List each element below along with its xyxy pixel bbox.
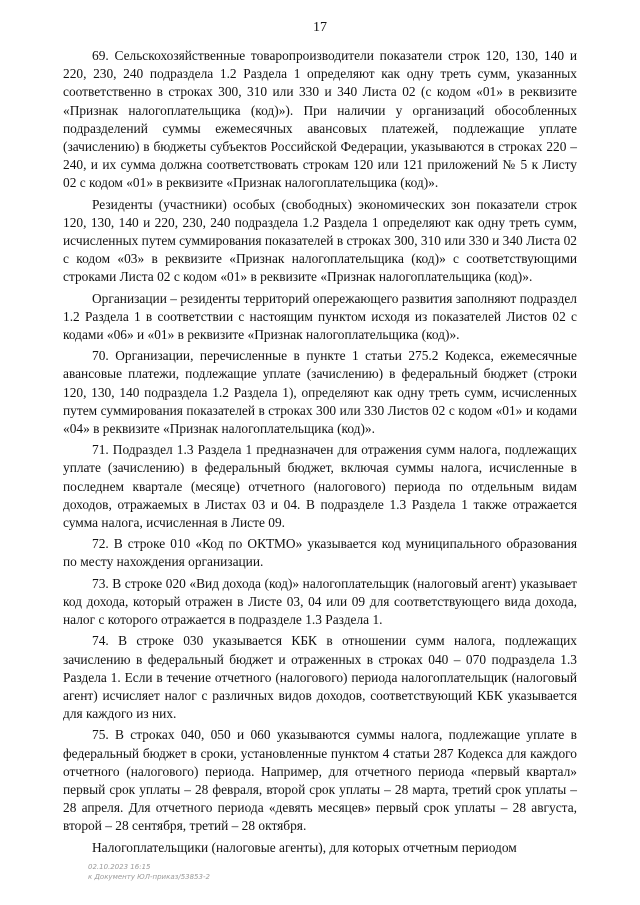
paragraph-74: 74. В строке 030 указывается КБК в отношении сумм налога, подлежащих зачислению в федеральный бюджет и отраженных в строках 040 – 070 подраздела 1.3 Раздела 1. Если в течение отчетного (налогового) периода налогоплательщик (налоговый агент) исчисляет налог с различных видов доходов, соответствующий КБК указывается для каждого из них. [63, 633, 577, 722]
registration-stamp [88, 862, 210, 882]
paragraph-residents-sez: Резиденты (участники) особых (свободных) экономических зон показатели строк 120, 130, 140 и 220, 230, 240 подраздела 1.2 Раздела 1 определяют как одну треть сумм, исчисленных путем суммирования показателей в строках 300, 310 или 330 и 340 Листа 02 с кодом «03» в реквизите «Признак налогоплательщика (код)» с соответствующими строками Листа 02 с кодом «01» в реквизите «Признак налогоплательщика (код)». [63, 196, 577, 285]
page-number: 17 [313, 20, 327, 35]
paragraph-71: 71. Подраздел 1.3 Раздела 1 предназначен для отражения сумм налога, подлежащих уплате (зачислению) в федеральный бюджет, включая суммы налога, исчисленные в последнем квартале (месяце) отчетного (налогового) периода по отдельным видам доходов, отражаемых в Листах 03 и 04. В подразделе 1.3 Раздела 1 также отражается сумма налога, исчисленная в Листе 09. [63, 442, 577, 531]
paragraph-72: 72. В строке 010 «Код по ОКТМО» указывается код муниципального образования по месту нахождения организации. [63, 536, 577, 570]
stamp-reference: к Документу ЮЛ-приказ/53853-2 [88, 873, 210, 881]
document-body [63, 47, 577, 860]
paragraph-73: 73. В строке 020 «Вид дохода (код)» налогоплательщик (налоговый агент) указывает код дохода, который отражен в Листе 03, 04 или 09 для соответствующего вида дохода, налог с которого отражается в подразделе 1.3 Раздела 1. [63, 575, 577, 628]
stamp-datetime: 02.10.2023 16:15 [88, 863, 151, 871]
paragraph-75: 75. В строках 040, 050 и 060 указываются суммы налога, подлежащие уплате в федеральный бюджет в сроки, установленные пунктом 4 статьи 287 Кодекса для каждого отчетного (налогового) периода. Например, для отчетного периода «первый квартал» первый срок уплаты – 28 февраля, второй срок уплаты – 28 марта, третий срок уплаты – 28 апреля. Для отчетного периода «девять месяцев» первый срок уплаты – 28 августа, второй – 28 сентября, третий – 28 октября. [63, 727, 577, 834]
paragraph-70: 70. Организации, перечисленные в пункте 1 статьи 275.2 Кодекса, ежемесячные авансовые платежи, подлежащие уплате (зачислению) в федеральный бюджет (строки 120, 130, 140 подраздела 1.2 Раздела 1), определяют как одну треть сумм, исчисленных путем суммирования показателей в строках 300 или 330 Листов 02 с кодом «01» и кодами «04» в реквизите «Признак налогоплательщика (код)». [63, 348, 577, 437]
paragraph-taxpayers: Налогоплательщики (налоговые агенты), для которых отчетным периодом [92, 839, 517, 855]
paragraph-69: 69. Сельскохозяйственные товаропроизводители показатели строк 120, 130, 140 и 220, 230, 240 подраздела 1.2 Раздела 1 определяют как одну треть сумм, указанных соответственно в строках 300, 310 или 330 и 340 Листа 02 (с кодом «01» в реквизите «Признак налогоплательщика (код)»). При наличии у организаций обособленных подразделений суммы ежемесячных авансовых платежей, подлежащие уплате (зачислению) в бюджеты субъектов Российской Федерации, указываются в строках 220 – 240, и их сумма должна соответствовать строкам 120 или 121 приложений № 5 к Листу 02 с кодом «01» в реквизите «Признак налогоплательщика (код)». [63, 48, 577, 191]
paragraph-residents-tor: Организации – резиденты территорий опережающего развития заполняют подраздел 1.2 Раздела 1 в соответствии с настоящим пунктом исходя из показателей Листов 02 с кодами «06» и «01» в реквизите «Признак налогоплательщика (код)». [63, 290, 577, 343]
